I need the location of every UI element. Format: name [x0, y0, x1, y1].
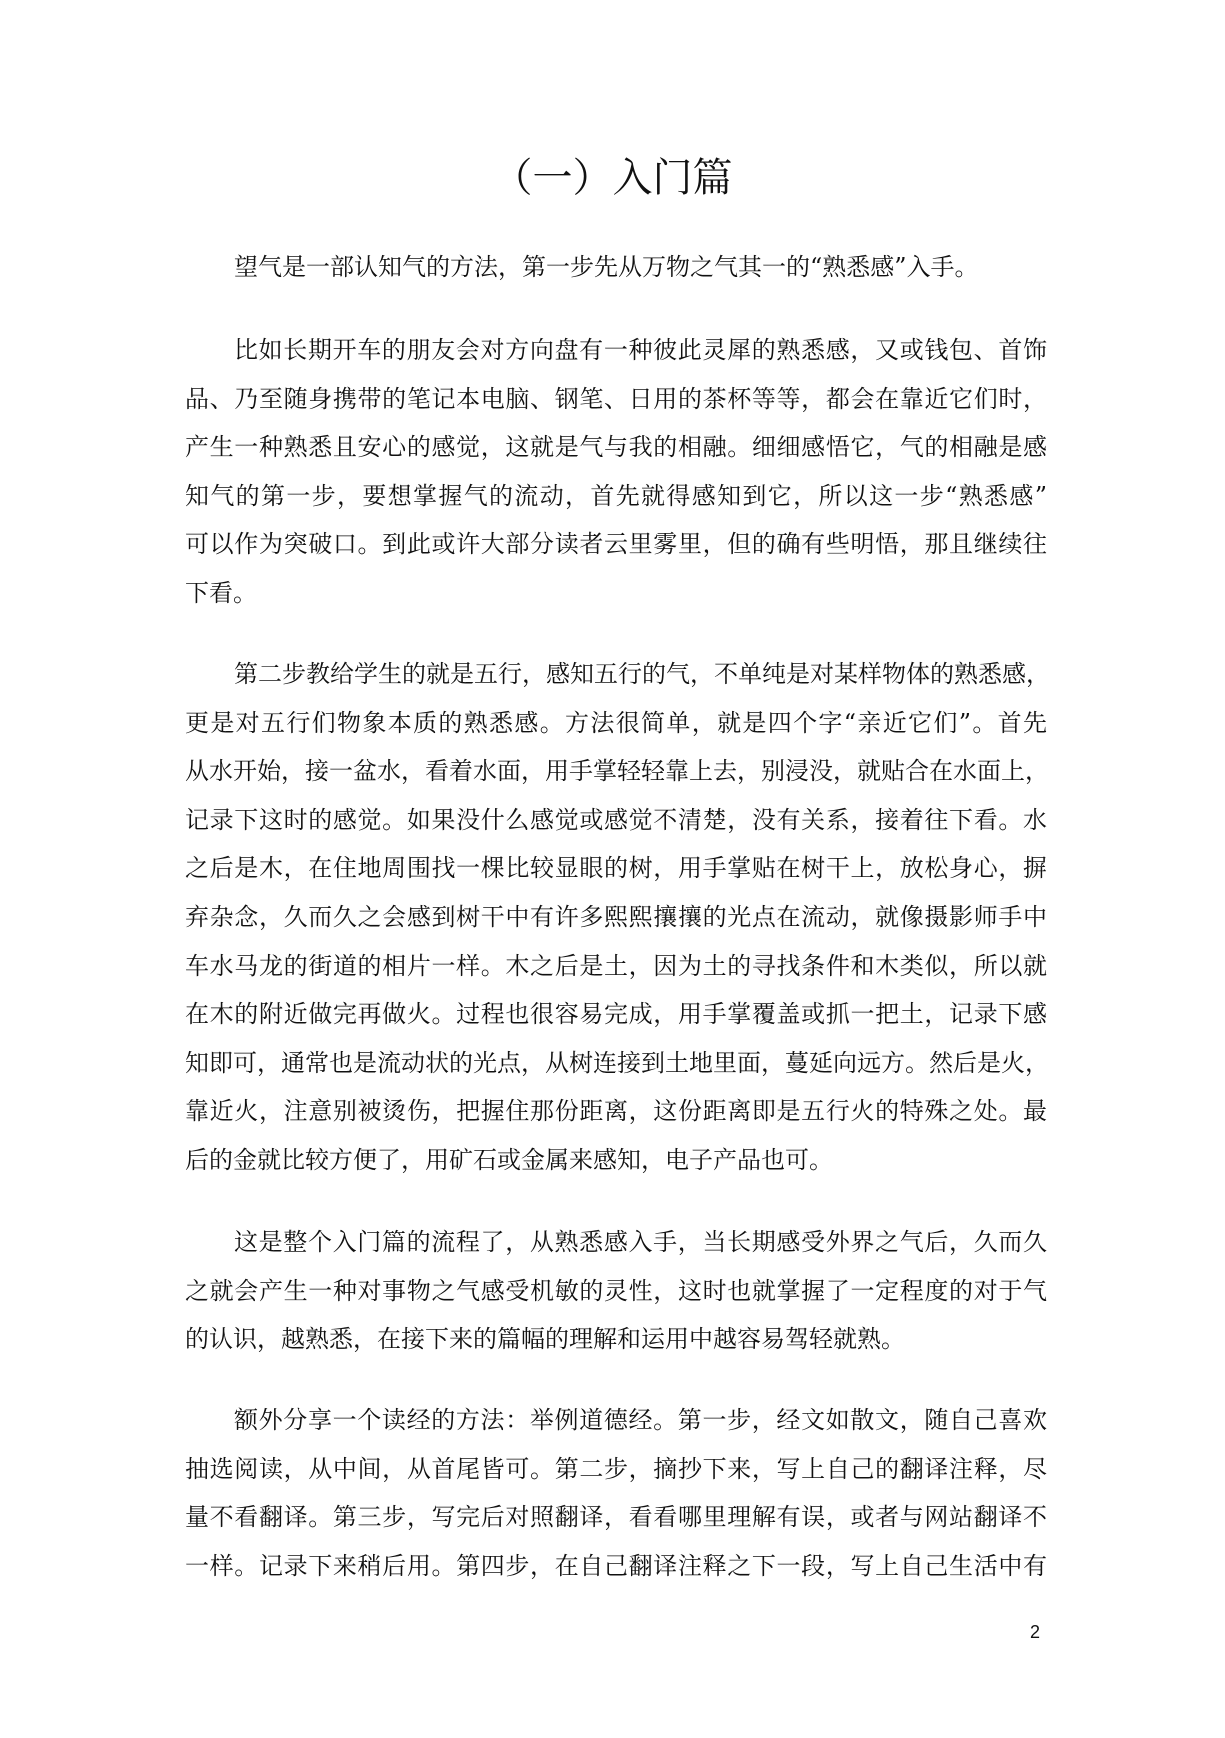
text-line: 第二步教给学生的就是五行，感知五行的气，不单纯是对某样物体的熟悉感，	[234, 660, 1050, 688]
text-line: 之就会产生一种对事物之气感受机敏的灵性，这时也就掌握了一定程度的对于气	[185, 1276, 1047, 1305]
text-line: 一样。记录下来稍后用。第四步，在自己翻译注释之下一段，写上自己生活中有	[185, 1551, 1047, 1580]
text-line: 产生一种熟悉且安心的感觉，这就是气与我的相融。细细感悟它，气的相融是感	[185, 433, 1047, 462]
page-number: 2	[1030, 1622, 1041, 1642]
text-line: 知即可，通常也是流动状的光点，从树连接到土地里面，蔓延向远方。然后是火，	[185, 1048, 1049, 1077]
text-line: 记录下这时的感觉。如果没什么感觉或感觉不清楚，没有关系，接着往下看。水	[185, 805, 1047, 834]
text-line: 这是整个入门篇的流程了，从熟悉感入手，当长期感受外界之气后，久而久	[234, 1228, 1047, 1256]
text-line: 抽选阅读，从中间，从首尾皆可。第二步，摘抄下来，写上自己的翻译注释，尽	[185, 1454, 1047, 1483]
text-line: 弃杂念，久而久之会感到树干中有许多熙熙攘攘的光点在流动，就像摄影师手中	[185, 902, 1047, 931]
text-line: 额外分享一个读经的方法：举例道德经。第一步，经文如散文，随自己喜欢	[234, 1406, 1047, 1434]
text-line: 在木的附近做完再做火。过程也很容易完成，用手掌覆盖或抓一把土，记录下感	[185, 1000, 1047, 1029]
text-line: 下看。	[185, 578, 257, 607]
text-line: 从水开始，接一盆水，看着水面，用手掌轻轻靠上去，别浸没，就贴合在水面上，	[185, 757, 1049, 786]
paragraph	[185, 326, 1047, 618]
paragraph	[185, 243, 1047, 292]
text-line: 量不看翻译。第三步，写完后对照翻译，看看哪里理解有误，或者与网站翻译不	[185, 1503, 1047, 1532]
paragraph	[185, 650, 1050, 1185]
text-line: 品、乃至随身携带的笔记本电脑、钢笔、日用的茶杯等等，都会在靠近它们时，	[185, 384, 1047, 413]
text-line: 知气的第一步，要想掌握气的流动，首先就得感知到它，所以这一步“熟悉感”	[185, 481, 1047, 510]
text-line: 望气是一部认知气的方法，第一步先从万物之气其一的“熟悉感”入手。	[234, 253, 979, 281]
text-line: 更是对五行们物象本质的熟悉感。方法很简单，就是四个字“亲近它们”。首先	[185, 708, 1047, 737]
paragraph	[185, 1218, 1047, 1364]
text-line: 后的金就比较方便了，用矿石或金属来感知，电子产品也可。	[185, 1145, 833, 1174]
text-line: 靠近火，注意别被烫伤，把握住那份距离，这份距离即是五行火的特殊之处。最	[185, 1097, 1047, 1126]
text-line: 车水马龙的街道的相片一样。木之后是土，因为土的寻找条件和木类似，所以就	[185, 951, 1047, 980]
text-line: 可以作为突破口。到此或许大部分读者云里雾里，但的确有些明悟，那且继续往	[185, 530, 1047, 559]
text-line: 比如长期开车的朋友会对方向盘有一种彼此灵犀的熟悉感，又或钱包、首饰	[234, 336, 1047, 364]
text-line: 的认识，越熟悉，在接下来的篇幅的理解和运用中越容易驾轻就熟。	[185, 1325, 905, 1354]
paragraph	[185, 1396, 1047, 1590]
text-line: 之后是木，在住地周围找一棵比较显眼的树，用手掌贴在树干上，放松身心，摒	[185, 854, 1047, 883]
page-title: （一）入门篇	[492, 155, 733, 201]
